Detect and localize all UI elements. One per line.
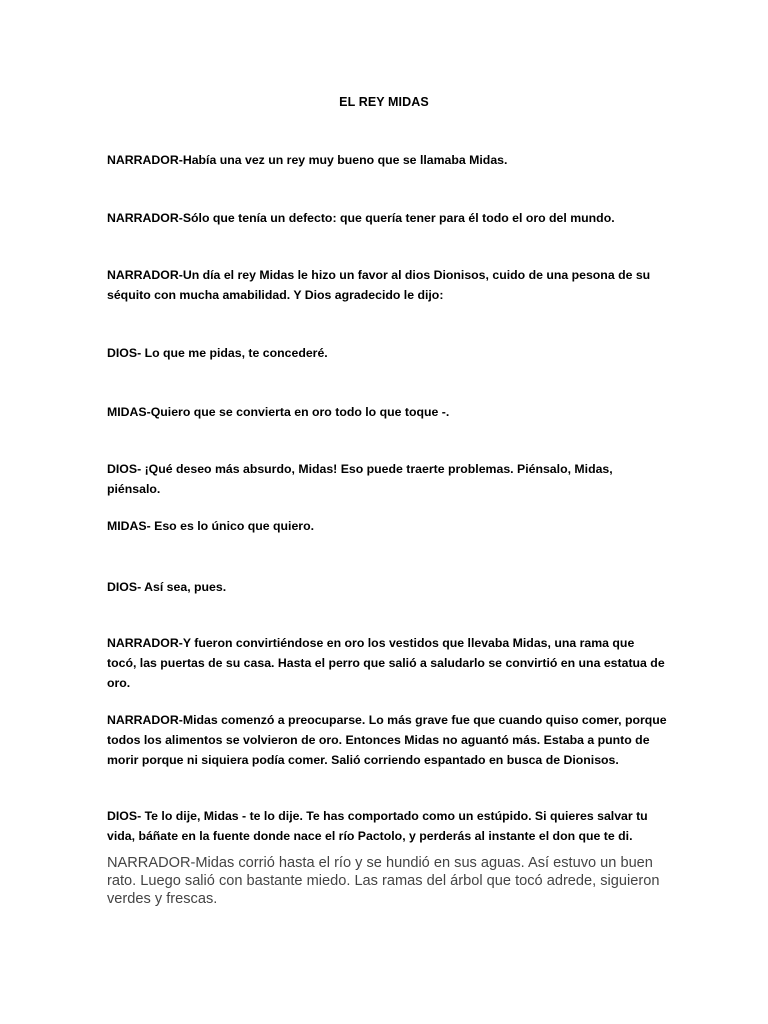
paragraph-dios-4: DIOS- Te lo dije, Midas - te lo dije. Te has comportado como un estúpido. Si quieres salvar tu vida, báñate en la fuente donde nace el río Pactolo, y perderás al instante el don que te di.	[107, 809, 648, 843]
paragraph-dios-2: DIOS- ¡Qué deseo más absurdo, Midas! Eso puede traerte problemas. Piénsalo, Midas, piénsalo.	[107, 462, 613, 496]
paragraph-narrator-1: NARRADOR-Había una vez un rey muy bueno que se llamaba Midas.	[107, 153, 508, 167]
paragraph-narrator-3: NARRADOR-Un día el rey Midas le hizo un favor al dios Dionisos, cuido de una pesona de su séquito con mucha amabilidad. Y Dios agradecido le dijo:	[107, 268, 651, 302]
paragraph-narrator-5: NARRADOR-Midas comenzó a preocuparse. Lo más grave fue que cuando quiso comer, porque todos los alimentos se volvieron de oro. Entonces Midas no aguantó más. Estaba a punto de morir porque ni siquiera podía comer. Salió corriendo espantado en busca de Dionisos.	[107, 713, 667, 767]
paragraph-midas-1: MIDAS-Quiero que se convierta en oro todo lo que toque -.	[107, 405, 450, 419]
paragraph-midas-2: MIDAS- Eso es lo único que quiero.	[107, 519, 315, 533]
paragraph-dios-3: DIOS- Así sea, pues.	[107, 580, 227, 594]
paragraph-dios-1: DIOS- Lo que me pidas, te concederé.	[107, 346, 328, 360]
paragraph-narrator-2: NARRADOR-Sólo que tenía un defecto: que quería tener para él todo el oro del mundo.	[107, 211, 615, 225]
paragraph-narrator-4: NARRADOR-Y fueron convirtiéndose en oro los vestidos que llevaba Midas, una rama que tocó, las puertas de su casa. Hasta el perro que salió a saludarlo se convirtió en una estatua de oro.	[107, 636, 665, 690]
paragraph-narrator-6: NARRADOR-Midas corrió hasta el río y se hundió en sus aguas. Así estuvo un buen rato. Luego salió con bastante miedo. Las ramas del árbol que tocó adrede, siguieron verdes y frescas.	[107, 855, 660, 907]
document-title: EL REY MIDAS	[339, 95, 429, 109]
